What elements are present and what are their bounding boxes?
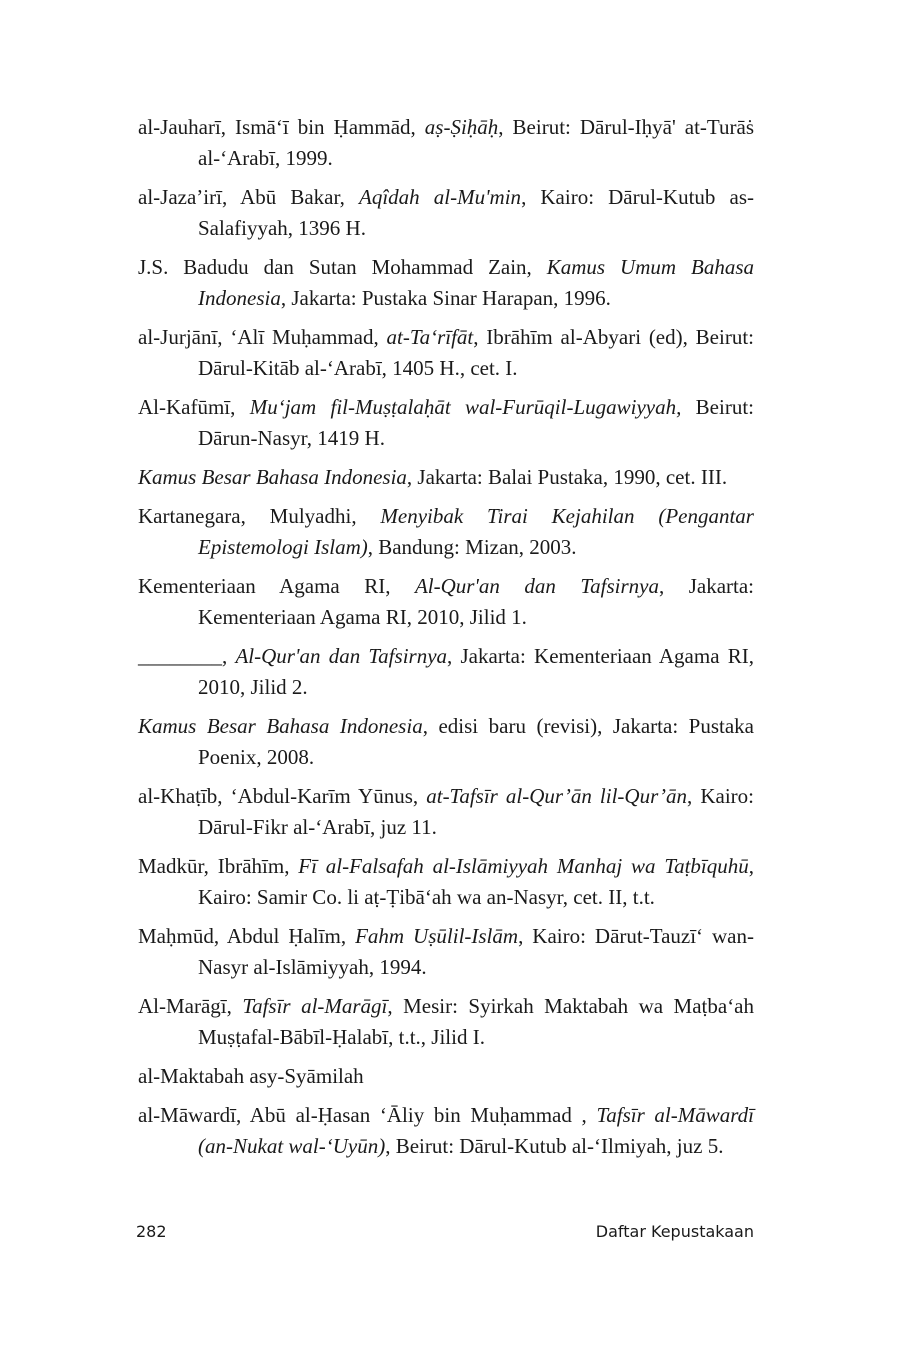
entry-author: ________,	[138, 644, 236, 668]
entry-publication: , edisi baru (revisi), Jakarta: Pustaka Poenix, 2008.	[198, 714, 754, 769]
entry-title: Fī al-Falsafah al-Islāmiyyah Manhaj wa Taṭbīquhū	[298, 854, 749, 878]
entry-author: Madkūr, Ibrāhīm,	[138, 854, 299, 878]
entry-title: Kamus Besar Bahasa Indonesia	[138, 714, 423, 738]
entry-publication: , Mesir: Syirkah Maktabah wa Maṭba‘ah Muṣṭafal-Bābīl-Ḥalabī, t.t., Jilid I.	[198, 994, 755, 1049]
bibliography-entry	[138, 851, 754, 913]
entry-author: Al-Kafūmī,	[138, 395, 250, 419]
entry-author: al-Jauharī, Ismā‘ī bin Ḥammād,	[138, 115, 425, 139]
entry-author: al-Jaza’irī, Abū Bakar,	[138, 185, 359, 209]
entry-title: at-Tafsīr al-Qur’ān lil-Qur’ān	[426, 784, 688, 808]
bibliography-entry	[138, 641, 754, 703]
bibliography-entry	[138, 462, 754, 493]
entry-title: Fahm Uṣūlil-Islām	[355, 924, 519, 948]
bibliography-entry	[138, 1061, 754, 1092]
entry-publication: , Kairo: Dārul-Fikr al-‘Arabī, juz 11.	[198, 784, 755, 839]
entry-publication: , Kairo: Dārut-Tauzī‘ wan-Nasyr al-Islāmiyyah, 1994.	[198, 924, 754, 979]
bibliography-list	[138, 112, 754, 1170]
bibliography-entry	[138, 1100, 754, 1162]
entry-title: Kamus Umum Bahasa Indonesia	[198, 255, 754, 310]
entry-publication: , Jakarta: Balai Pustaka, 1990, cet. III.	[406, 465, 728, 489]
bibliography-entry	[138, 392, 754, 454]
entry-title: Al-Qur'an dan Tafsirnya	[414, 574, 659, 598]
entry-publication: , Jakarta: Kementeriaan Agama RI, 2010, Jilid 1.	[198, 574, 754, 629]
entry-title: Tafsīr al-Māwardī (an-Nukat wal-‘Uyūn)	[198, 1103, 754, 1158]
entry-title: at-Ta‘rīfāt	[386, 325, 474, 349]
entry-author: al-Jurjānī, ‘Alī Muḥammad,	[138, 325, 387, 349]
entry-publication: , Bandung: Mizan, 2003.	[367, 535, 577, 559]
bibliography-entry	[138, 571, 754, 633]
entry-publication: , Jakarta: Kementeriaan Agama RI, 2010, Jilid 2.	[198, 644, 755, 699]
entry-publication: , Kairo: Dārul-Kutub as-Salafiyyah, 1396 H.	[198, 185, 754, 240]
entry-title: aṣ-Ṣiḥāḥ	[424, 115, 499, 139]
bibliography-entry	[138, 322, 754, 384]
entry-publication: , Beirut: Dārul-Kutub al-‘Ilmiyah, juz 5.	[385, 1134, 724, 1158]
bibliography-entry	[138, 501, 754, 563]
bibliography-entry	[138, 182, 754, 244]
entry-author: J.S. Badudu dan Sutan Mohammad Zain,	[138, 255, 547, 279]
entry-title: Aqîdah al-Mu'min	[359, 185, 522, 209]
entry-author: Kementeriaan Agama RI,	[138, 574, 415, 598]
bibliography-entry	[138, 921, 754, 983]
running-head: Daftar Kepustakaan	[595, 1222, 754, 1241]
entry-author: Maḥmūd, Abdul Ḥalīm,	[138, 924, 356, 948]
entry-author: al-Maktabah asy-Syāmilah	[138, 1064, 364, 1088]
entry-author: Kartanegara, Mulyadhi,	[138, 504, 381, 528]
bibliography-entry	[138, 991, 754, 1053]
entry-title: Kamus Besar Bahasa Indonesia	[138, 465, 407, 489]
entry-title: Tafsīr al-Marāgī	[242, 994, 388, 1018]
bibliography-entry	[138, 711, 754, 773]
entry-title: Menyibak Tirai Kejahilan (Pengantar Epistemologi Islam)	[198, 504, 754, 559]
entry-publication: , Kairo: Samir Co. li aṭ-Ṭibā‘ah wa an-Nasyr, cet. II, t.t.	[198, 854, 754, 909]
entry-author: Al-Marāgī,	[138, 994, 243, 1018]
entry-author: al-Khaṭīb, ‘Abdul-Karīm Yūnus,	[138, 784, 427, 808]
entry-title: Al-Qur'an dan Tafsirnya	[235, 644, 448, 668]
bibliography-entry	[138, 252, 754, 314]
entry-publication: , Jakarta: Pustaka Sinar Harapan, 1996.	[280, 286, 611, 310]
bibliography-entry	[138, 112, 754, 174]
entry-publication: , Ibrāhīm al-Abyari (ed), Beirut: Dārul-Kitāb al-‘Arabī, 1405 H., cet. I.	[198, 325, 754, 380]
page-number: 282	[136, 1222, 167, 1241]
entry-publication: , Beirut: Dārul-Iḥyā' at-Turāṡ al-‘Arabī, 1999.	[198, 115, 755, 170]
entry-author: al-Māwardī, Abū al-Ḥasan ‘Āliy bin Muḥammad ,	[138, 1103, 597, 1127]
entry-title: Mu‘jam fil-Muṣṭalaḥāt wal-Furūqil-Lugawiyyah,	[249, 395, 682, 419]
entry-publication: Beirut: Dārun-Nasyr, 1419 H.	[198, 395, 754, 450]
bibliography-entry	[138, 781, 754, 843]
